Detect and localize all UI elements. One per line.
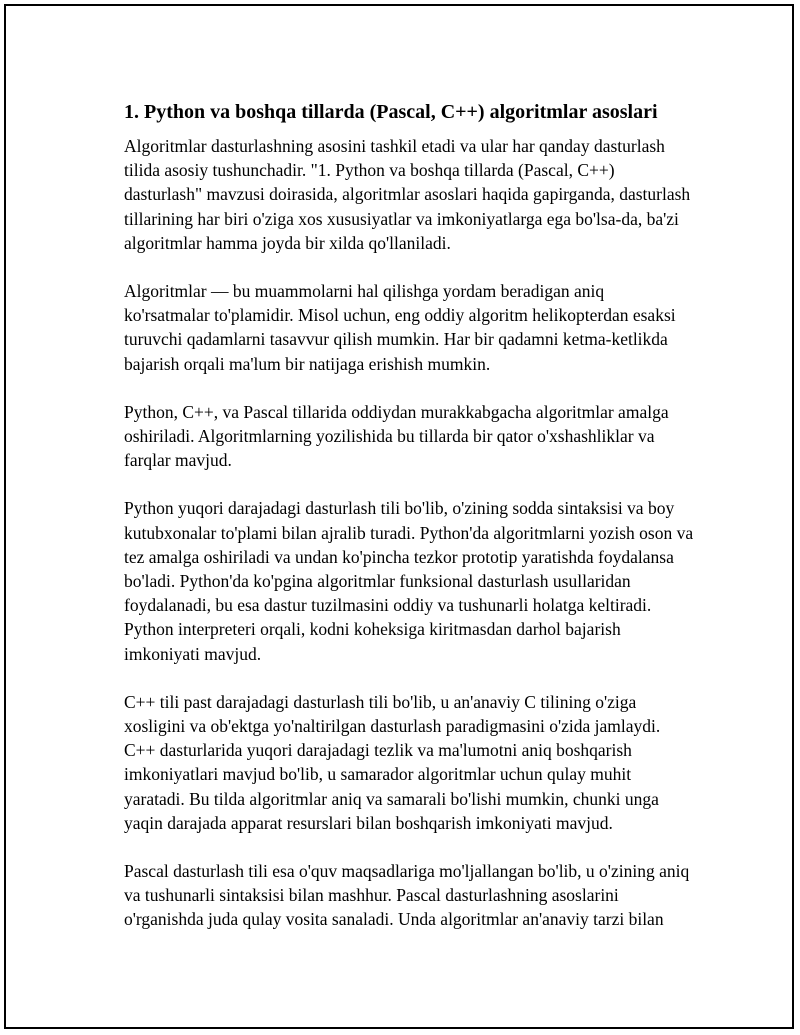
document-page bbox=[4, 4, 794, 1029]
paragraph-1: Algoritmlar dasturlashning asosini tashkil etadi va ular har qanday dasturlash tilida asosiy tushunchadir. "1. Python va boshqa tillarda (Pascal, C++) dasturlash" mavzusi doirasida, algoritmlar asoslari haqida gapirganda, dasturlash tillarining har biri o'ziga xos xususiyatlar va imkoniyatlarga ega bo'lsa-da, ba'zi algoritmlar hamma joyda bir xilda qo'llaniladi. bbox=[124, 136, 691, 253]
paragraph-2: Algoritmlar — bu muammolarni hal qilishga yordam beradigan aniq ko'rsatmalar to'plamidir. Misol uchun, eng oddiy algoritm helikopterdan esaksi turuvchi qadamlarni tasavvur qilish mumkin. Har bir qadamni ketma-ketlikda bajarish orqali ma'lum bir natijaga erishish mumkin. bbox=[124, 281, 676, 374]
paragraph-6: Pascal dasturlash tili esa o'quv maqsadlariga mo'ljallangan bo'lib, u o'zining aniq va tushunarli sintaksisi bilan mashhur. Pascal dasturlashning asoslarini o'rganishda juda qulay vosita sanaladi. Unda algoritmlar an'anaviy tarzi bilan bbox=[124, 861, 690, 930]
paragraph-3: Python, C++, va Pascal tillarida oddiydan murakkabgacha algoritmlar amalga oshiriladi. Algoritmlarning yozilishida bu tillarda bir qator o'xshashliklar va farqlar mavjud. bbox=[124, 401, 669, 471]
paragraph-4: Python yuqori darajadagi dasturlash tili bo'lib, o'zining sodda sintaksisi va boy kutubxonalar to'plami bilan ajralib turadi. Python'da algoritmlarni yozish oson va tez amalga oshiriladi va undan ko'pincha tezkor prototip yaratishda foydalansa bo'ladi. Python'da ko'pgina algoritmlar funksional dasturlash usullaridan foydalanadi, bu esa dastur tuzilmasini oddiy va tushunarli holatga keltiradi. Python interpreteri orqali, kodni koheksiga kiritmasdan darhol bajarish imkoniyati mavjud. bbox=[124, 498, 694, 664]
document-body bbox=[124, 99, 694, 956]
page-title: 1. Python va boshqa tillarda (Pascal, C++) algoritmlar asoslari bbox=[124, 101, 658, 123]
paragraph-5: C++ tili past darajadagi dasturlash tili bo'lib, u an'anaviy C tilining o'ziga xosligini va ob'ektga yo'naltirilgan dasturlash paradigmasini o'zida jamlaydi. C++ dasturlarida yuqori darajadagi tezlik va ma'lumotni aniq boshqarish imkoniyatlari mavjud bo'lib, u samarador algoritmlar uchun qulay muhit yaratadi. Bu tilda algoritmlar aniq va samarali bo'lishi mumkin, chunki unga yaqin darajada apparat resurslari bilan boshqarish imkoniyati mavjud. bbox=[124, 691, 661, 833]
